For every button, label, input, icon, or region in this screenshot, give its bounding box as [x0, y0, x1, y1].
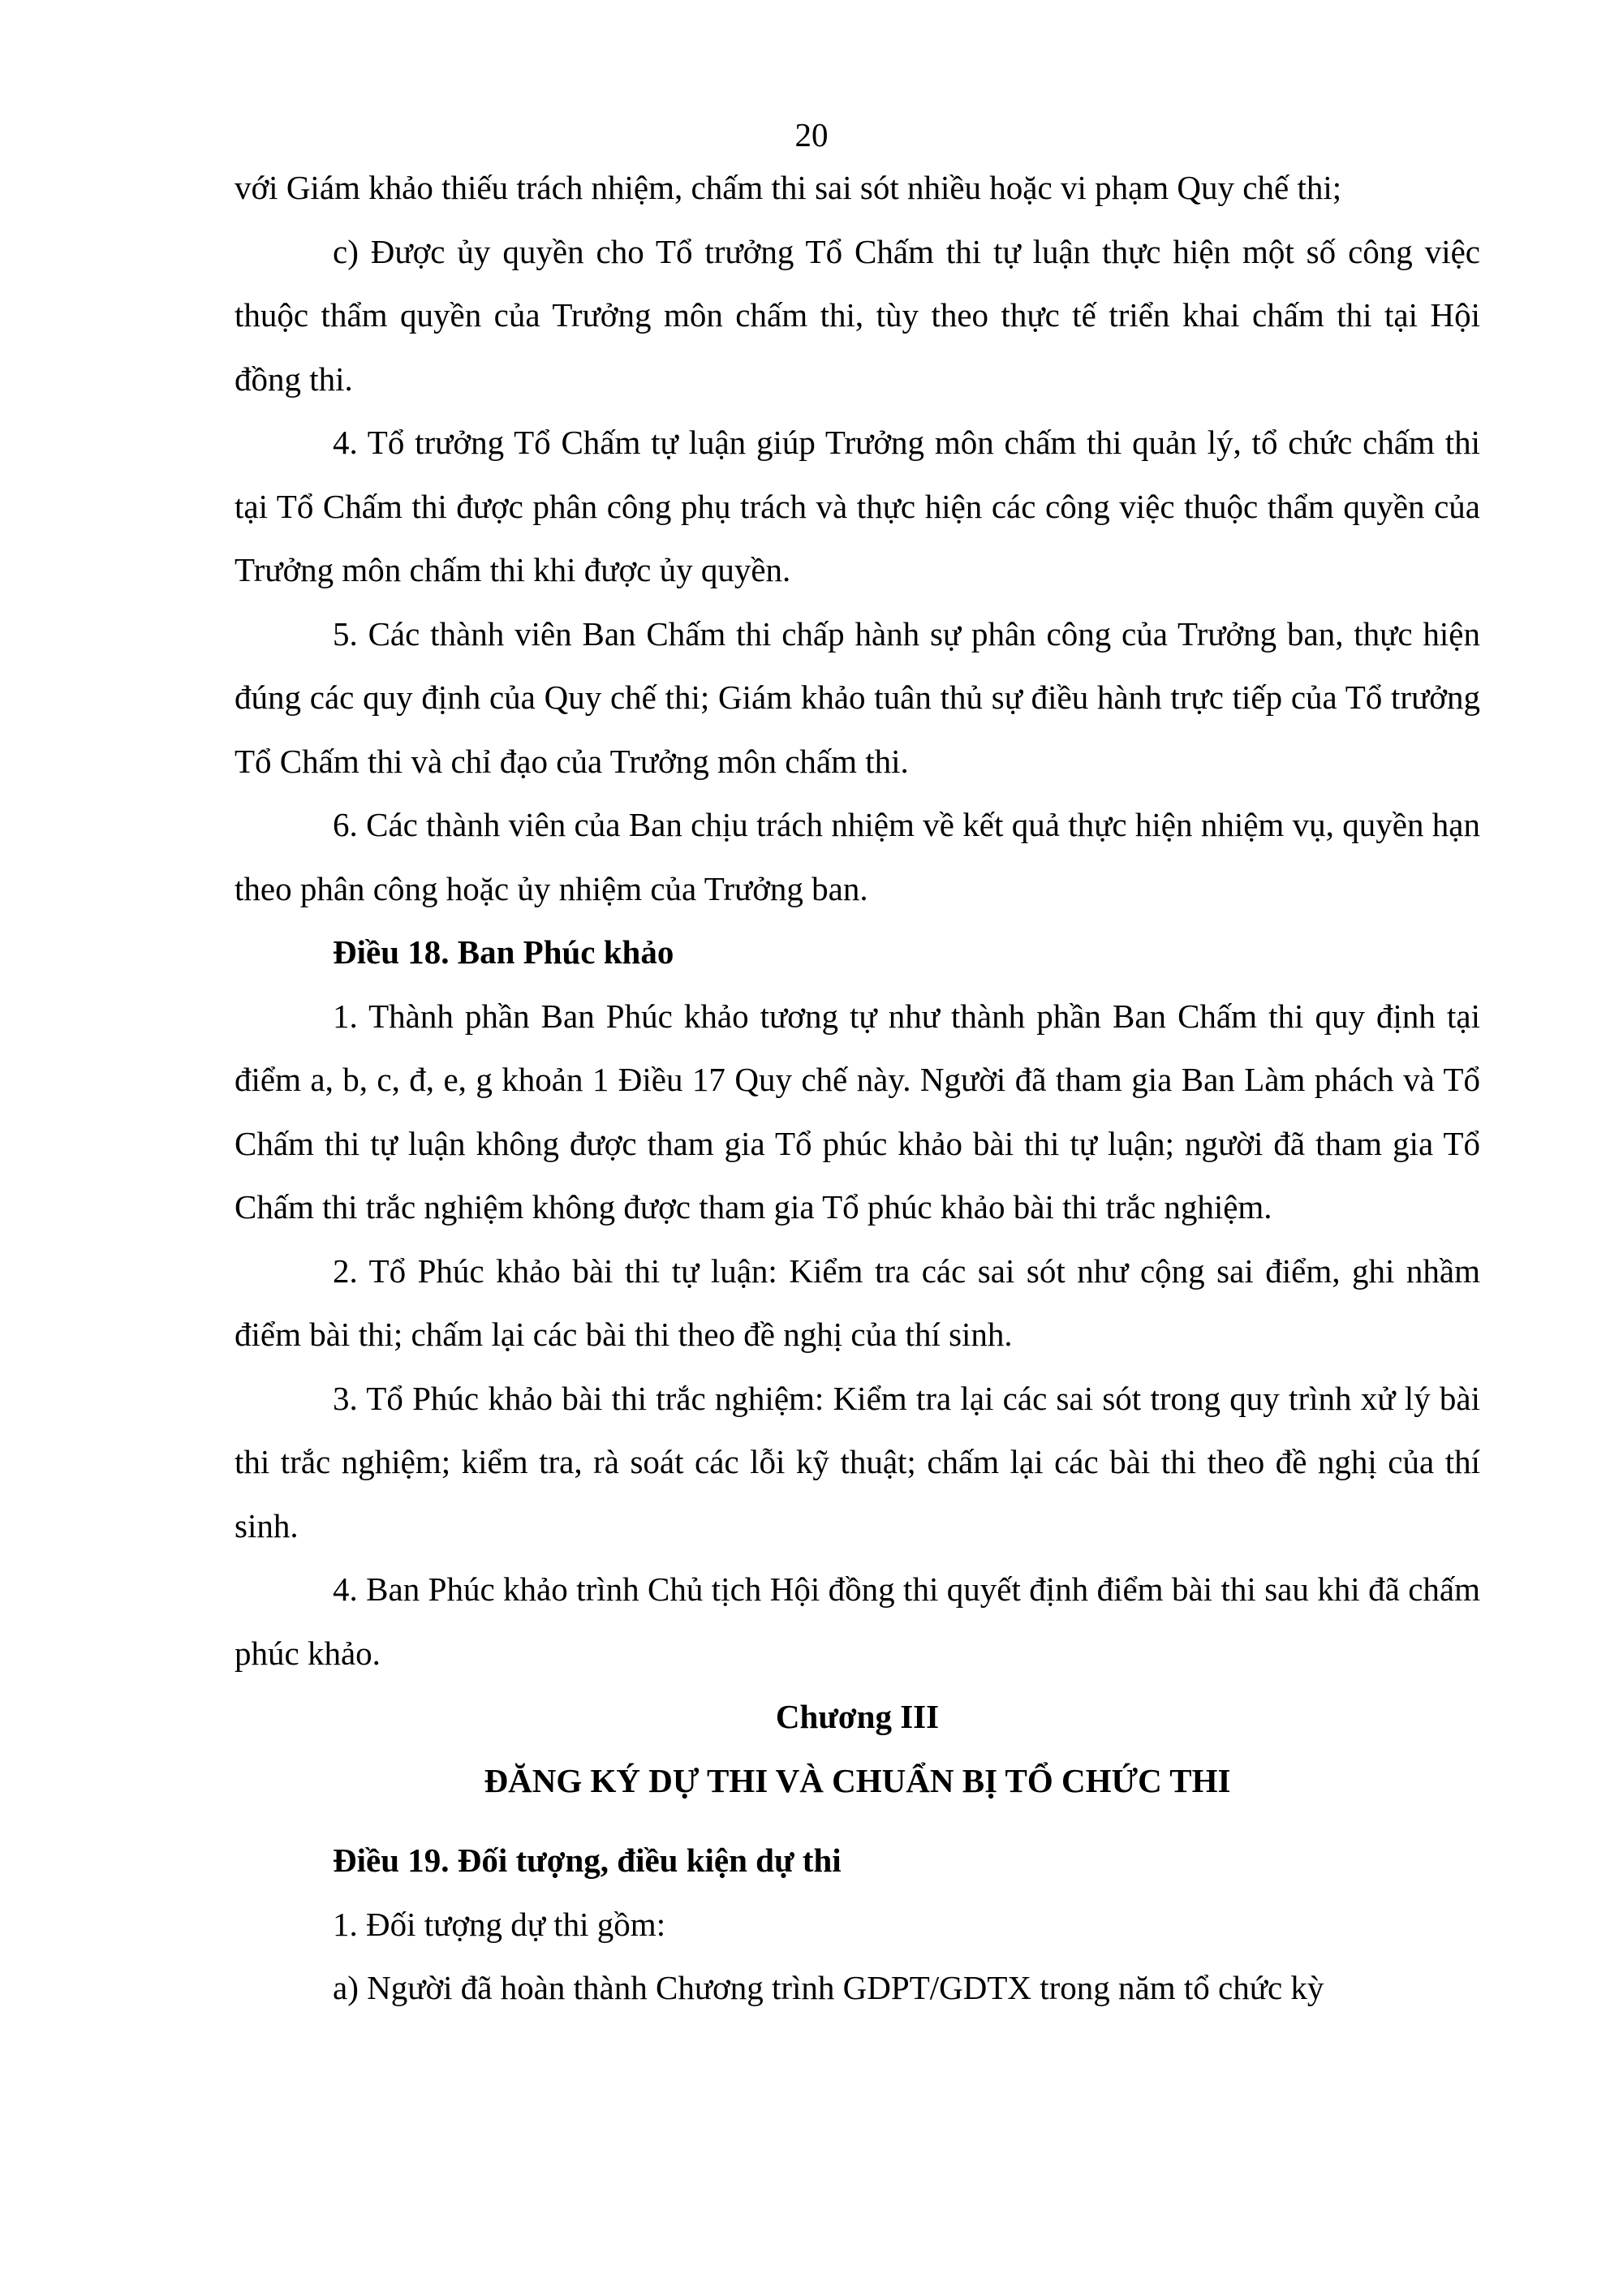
paragraph-continuation: với Giám khảo thiếu trách nhiệm, chấm thi sai sót nhiều hoặc vi phạm Quy chế thi;: [235, 169, 1342, 206]
article-19-item-1: 1. Đối tượng dự thi gồm:: [333, 1905, 666, 1943]
chapter-spacing: [235, 1812, 1480, 1829]
paragraph-item-4: 4. Tổ trưởng Tổ Chấm tự luận giúp Trưởng môn chấm thi quản lý, tổ chức chấm thi tại Tổ Chấm thi được phân công phụ trách và thực hiện các công việc thuộc thẩm quyền của Trưởng môn chấm thi khi được ủy quyền.: [235, 424, 1480, 588]
article-18-item-4: 4. Ban Phúc khảo trình Chủ tịch Hội đồng thi quyết định điểm bài thi sau khi đã chấm phúc khảo.: [235, 1570, 1480, 1672]
paragraph-item-c: c) Được ủy quyền cho Tổ trưởng Tổ Chấm thi tự luận thực hiện một số công việc thuộc thẩm quyền của Trưởng môn chấm thi, tùy theo thực tế triển khai chấm thi tại Hội đồng thi.: [235, 232, 1480, 398]
chapter-name: ĐĂNG KÝ DỰ THI VÀ CHUẨN BỊ TỔ CHỨC THI: [484, 1761, 1231, 1799]
paragraph-item-6: 6. Các thành viên của Ban chịu trách nhiệm về kết quả thực hiện nhiệm vụ, quyền hạn theo phân công hoặc ủy nhiệm của Trưởng ban.: [235, 806, 1480, 907]
document-body: [235, 156, 1480, 2020]
article-18-item-3: 3. Tổ Phúc khảo bài thi trắc nghiệm: Kiểm tra lại các sai sót trong quy trình xử lý bài thi trắc nghiệm; kiểm tra, rà soát các lỗi kỹ thuật; chấm lại các bài thi theo đề nghị của thí sinh.: [235, 1379, 1480, 1544]
article-18-heading: Điều 18. Ban Phúc khảo: [333, 933, 674, 971]
article-19-heading: Điều 19. Đối tượng, điều kiện dự thi: [333, 1842, 842, 1879]
article-18-item-1: 1. Thành phần Ban Phúc khảo tương tự như thành phần Ban Chấm thi quy định tại điểm a, b, c, đ, e, g khoản 1 Điều 17 Quy chế này. Người đã tham gia Ban Làm phách và Tổ Chấm thi tự luận không được tham gia Tổ phúc khảo bài thi tự luận; người đã tham gia Tổ Chấm thi trắc nghiệm không được tham gia Tổ phúc khảo bài thi trắc nghiệm.: [235, 997, 1480, 1226]
page-number: 20: [794, 116, 829, 153]
article-18-item-2: 2. Tổ Phúc khảo bài thi tự luận: Kiểm tra các sai sót như cộng sai điểm, ghi nhầm điểm bài thi; chấm lại các bài thi theo đề nghị của thí sinh.: [235, 1251, 1480, 1353]
paragraph-item-5: 5. Các thành viên Ban Chấm thi chấp hành sự phân công của Trưởng ban, thực hiện đúng các quy định của Quy chế thi; Giám khảo tuân thủ sự điều hành trực tiếp của Tổ trưởng Tổ Chấm thi và chỉ đạo của Trưởng môn chấm thi.: [235, 614, 1480, 780]
article-19-item-a: a) Người đã hoàn thành Chương trình GDPT/GDTX trong năm tổ chức kỳ: [333, 1969, 1324, 2006]
chapter-title: Chương III: [775, 1698, 940, 1735]
